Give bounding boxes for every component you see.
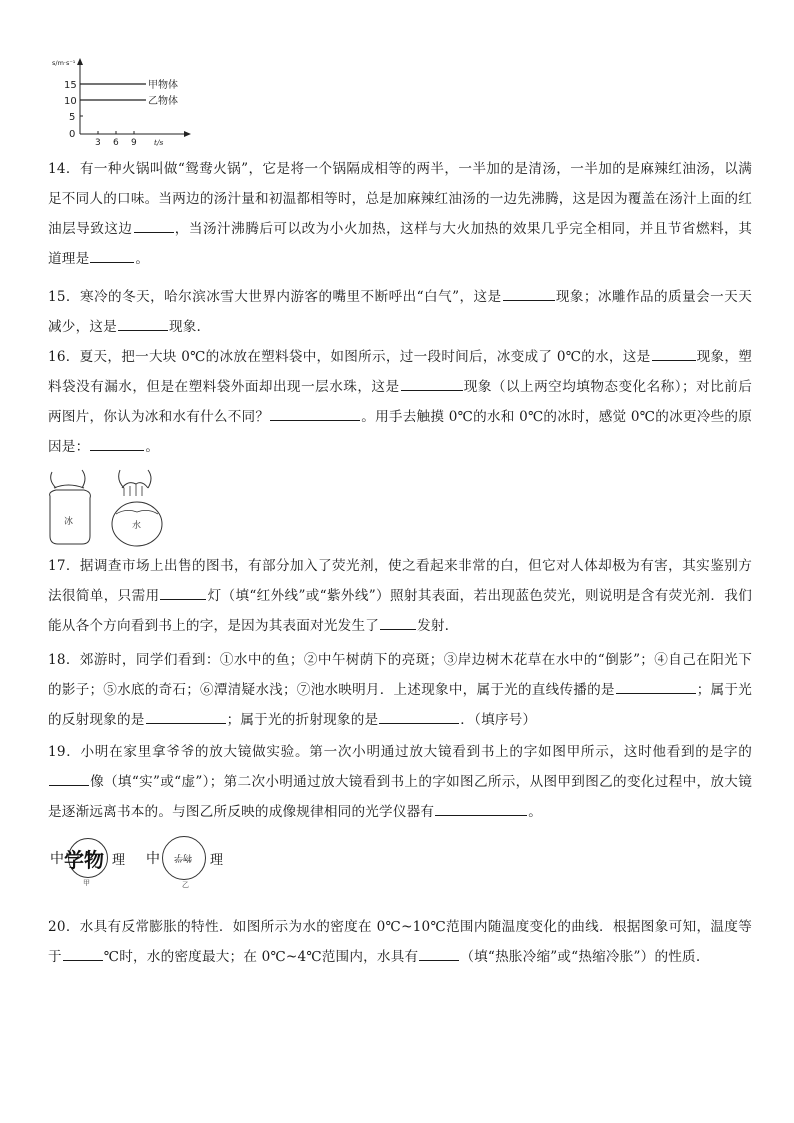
- fig-b-char-1: 中: [146, 851, 160, 867]
- fig-a-magnified-text: 学物: [64, 848, 104, 872]
- answer-blank[interactable]: [118, 316, 168, 331]
- question-20: 20．水具有反常膨胀的特性．如图所示为水的密度在 0℃~10℃范围内随温度变化的曲线．根据图象可知，温度等于 ℃时，水的密度最大；在 0℃~4℃范围内，水具有 （填“热胀冷缩”或“热缩冷胀”）的性质.: [48, 919, 752, 965]
- graph-y-tick-5: 5: [69, 112, 76, 123]
- graph-x-axis-label: t/s: [154, 138, 164, 146]
- answer-blank[interactable]: [503, 286, 555, 301]
- graph-y-tick-15: 15: [64, 80, 77, 91]
- graph-y-axis-label: s/m·s⁻¹: [52, 59, 76, 67]
- answer-blank[interactable]: [401, 376, 463, 391]
- fig-a-char-3: 理: [112, 853, 126, 868]
- graph-y-tick-0: 0: [69, 129, 76, 140]
- answer-blank[interactable]: [49, 771, 89, 786]
- ice-water-bag-figure: [44, 466, 184, 548]
- question-14: 14．有一种火锅叫做“鸳鸯火锅”，它是将一个锅隔成相等的两半，一半加的是清汤，一半加的是麻辣红油汤，以满足不同人的口味。当两边的汤汁量和初温都相等时，总是加麻辣红油汤的一边先沸腾，这是因为覆盖在汤汁上面的红油层导致这边 ，当汤汁沸腾后可以改为小火加热，这样与大火加热的效果几乎完全相同，并且节省燃料，其道理是 。: [48, 161, 752, 267]
- fig-b-char-3: 理: [210, 853, 224, 868]
- speed-time-graph: [50, 54, 200, 146]
- answer-blank[interactable]: [63, 946, 103, 961]
- answer-blank[interactable]: [134, 218, 174, 233]
- answer-blank[interactable]: [616, 679, 696, 694]
- graph-line-yi-label: 乙物体: [148, 96, 178, 107]
- graph-line-jia-label: 甲物体: [148, 80, 178, 91]
- magnifier-figure: [48, 836, 238, 889]
- fig-b-caption: 乙: [182, 881, 189, 889]
- ice-label: 冰: [64, 517, 74, 527]
- graph-x-tick-6: 6: [113, 138, 119, 146]
- fig-b-inverted-text: 物学: [174, 852, 193, 862]
- answer-blank[interactable]: [435, 801, 527, 816]
- question-15: 15．寒冷的冬天，哈尔滨冰雪大世界内游客的嘴里不断呼出“白气”，这是 现象；冰雕作品的质量会一天天减少，这是 现象.: [48, 282, 752, 342]
- answer-blank[interactable]: [160, 585, 206, 600]
- graph-x-tick-3: 3: [95, 138, 101, 146]
- question-18: 18．郊游时，同学们看到：①水中的鱼；②中午树荫下的亮斑；③岸边树木花草在水中的“倒影”；④自己在阳光下的影子；⑤水底的奇石；⑥潭清疑水浅；⑦池水映明月．上述现象中，属于光的直线传播的是 ；属于光的反射现象的是 ；属于光的折射现象的是 ．（填序号）: [48, 652, 752, 728]
- answer-blank[interactable]: [146, 709, 226, 724]
- answer-blank[interactable]: [270, 406, 360, 421]
- answer-blank[interactable]: [90, 248, 134, 263]
- answer-blank[interactable]: [380, 615, 416, 630]
- answer-blank[interactable]: [419, 946, 459, 961]
- graph-x-tick-9: 9: [131, 138, 137, 146]
- graph-y-tick-10: 10: [64, 96, 77, 107]
- answer-blank[interactable]: [90, 436, 144, 451]
- answer-blank[interactable]: [652, 346, 696, 361]
- fig-a-caption: 甲: [83, 879, 90, 887]
- question-19: 19．小明在家里拿爷爷的放大镜做实验。第一次小明通过放大镜看到书上的字如图甲所示，这时他看到的是字的像（填“实”或“虚”）；第二次小明通过放大镜看到书上的字如图乙所示，从图甲到图乙的变化过程中，放大镜是逐渐远离书本的。与图乙所反映的成像规律相同的光学仪器有 。: [48, 744, 752, 820]
- question-17: 17．据调查市场上出售的图书，有部分加入了荧光剂，使之看起来非常的白，但它对人体却极为有害，其实鉴别方法很简单，只需用 灯（填“红外线”或“紫外线”）照射其表面，若出现蓝色荧光，则说明是含有荧光剂．我们能从各个方向看到书上的字，是因为其表面对光发生了 发射.: [48, 558, 752, 634]
- water-label: 水: [132, 521, 142, 531]
- answer-blank[interactable]: [379, 709, 459, 724]
- question-16: 16．夏天，把一大块 0℃的冰放在塑料袋中，如图所示，过一段时间后，冰变成了 0℃的水，这是 现象，塑料袋没有漏水，但是在塑料袋外面却出现一层水珠，这是 现象（以上两空均填物态变化名称）；对比前后两图片，你认为冰和水有什么不同？ 。用手去触摸 0℃的水和 0℃的冰时，感觉 0℃的冰更冷些的原因是： 。: [48, 342, 752, 462]
- graph-x-arrow: [184, 131, 191, 137]
- fig-a-char-1: 中: [50, 851, 64, 867]
- graph-y-arrow: [77, 58, 83, 65]
